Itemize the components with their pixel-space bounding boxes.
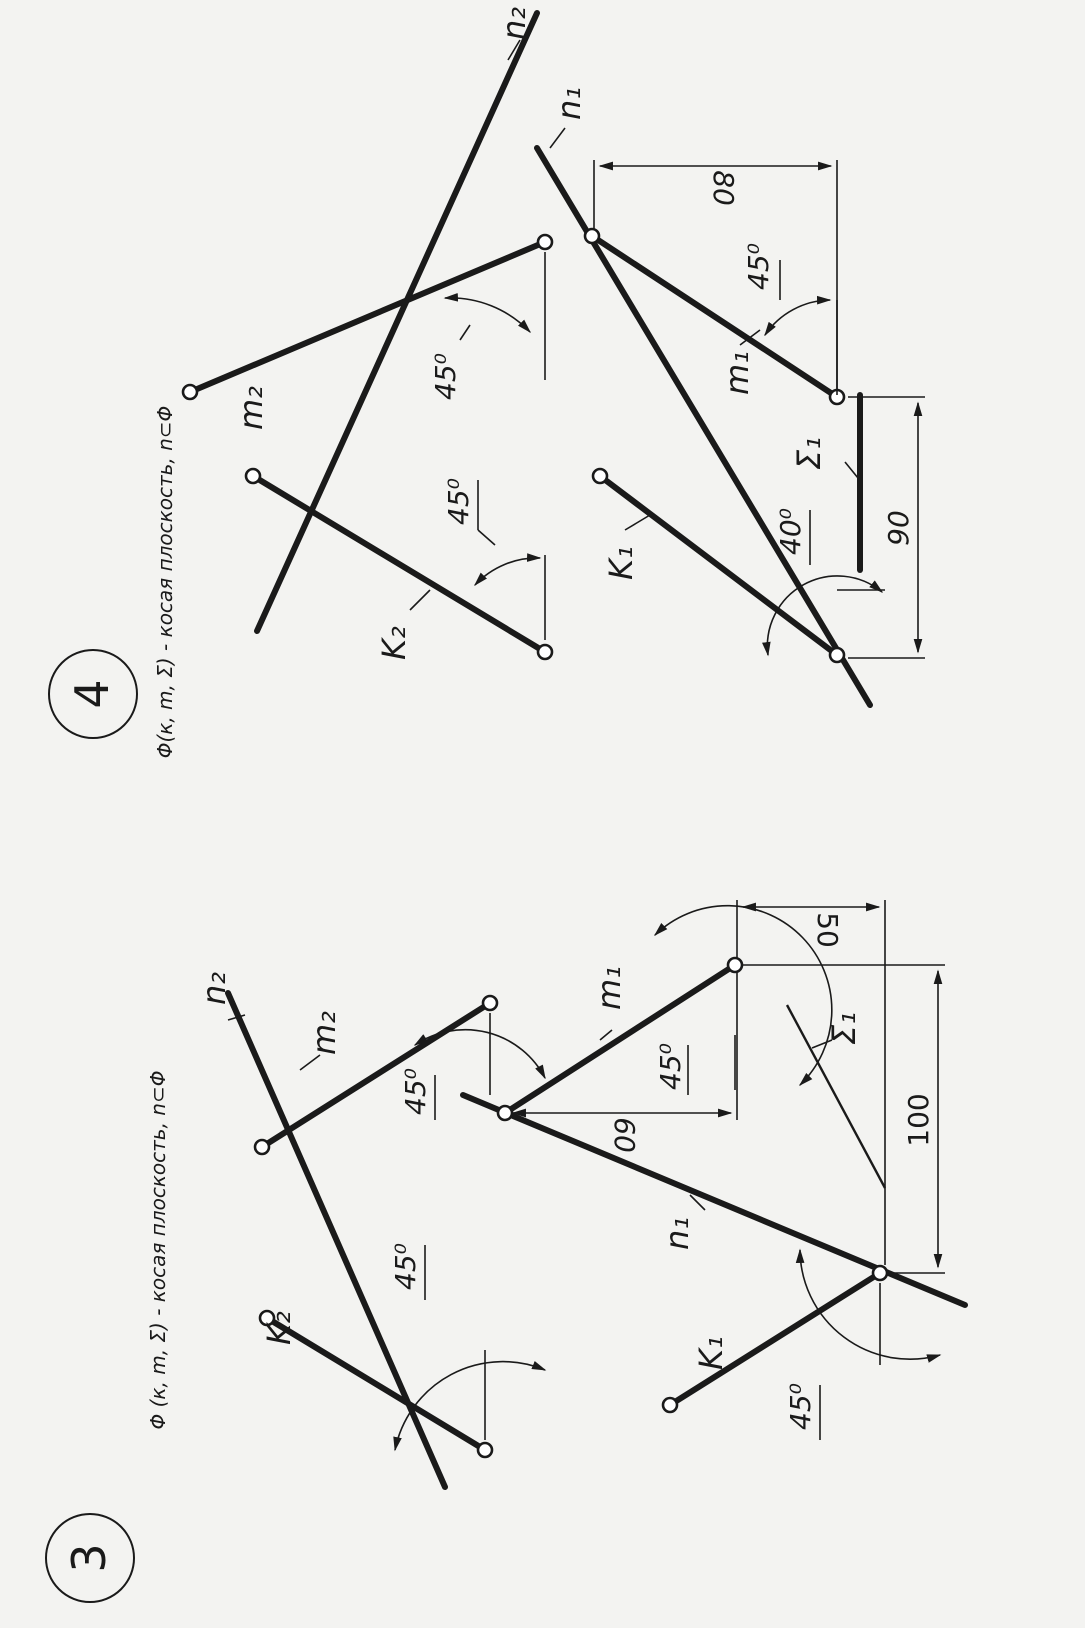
panel-4-number-badge <box>49 650 137 738</box>
point-k1-b <box>830 648 844 662</box>
point-k2-b <box>538 645 552 659</box>
panel-3-number: 3 <box>62 1543 116 1573</box>
label-k2: K₂ <box>375 626 413 660</box>
line-k2 <box>253 476 545 652</box>
label-m2: m₂ <box>232 386 270 430</box>
label-m1: m₁ <box>590 966 628 1010</box>
label-k2: K₂ <box>260 1311 298 1345</box>
label-n1: n₁ <box>550 86 588 120</box>
panel-4-title: Φ(к, m, Σ) - косая плоскость, n⊂Φ <box>153 405 177 759</box>
point-m2-b <box>483 996 497 1010</box>
line-m1 <box>592 236 837 397</box>
point-k1-a <box>593 469 607 483</box>
line-m2 <box>262 1003 490 1147</box>
point-m2-a <box>255 1140 269 1154</box>
panel-3-number-badge <box>46 1514 134 1602</box>
angle-label-n1: 40⁰ <box>774 508 807 555</box>
label-sigma1: Σ₁ <box>790 436 828 470</box>
point-n1-b <box>873 1266 887 1280</box>
angle-label-m2: 45⁰ <box>429 353 462 400</box>
angle-label-k2: 45⁰ <box>442 478 475 525</box>
point-k2-a <box>246 469 260 483</box>
point-k2-b <box>478 1443 492 1457</box>
label-n2: n₂ <box>495 6 533 40</box>
line-m2 <box>190 242 545 392</box>
angle-label-m1: 45⁰ <box>742 243 775 290</box>
point-n1-a <box>498 1106 512 1120</box>
line-n2 <box>257 13 537 631</box>
angle-label-m1: 45⁰ <box>654 1043 687 1090</box>
panel-4 <box>49 7 925 759</box>
line-n2 <box>228 993 445 1487</box>
label-k1: K₁ <box>602 546 640 580</box>
point-n1-top <box>585 229 599 243</box>
panel-3-title: Φ (к, m, Σ) - косая плоскость, n⊂Φ <box>146 1070 170 1430</box>
dim-80: 80 <box>707 170 740 206</box>
panel-4-number: 4 <box>65 679 119 709</box>
label-sigma1: Σ₁ <box>825 1011 863 1045</box>
dim-60: 60 <box>608 1117 641 1153</box>
point-m1-end <box>728 958 742 972</box>
line-k2 <box>267 1318 485 1450</box>
dim-100: 100 <box>902 1093 935 1147</box>
point-k1-end <box>663 1398 677 1412</box>
label-m2: m₂ <box>305 1011 343 1055</box>
panel-3 <box>46 900 965 1602</box>
dim-50: 50 <box>811 912 844 948</box>
angle-label-k1: 45⁰ <box>784 1383 817 1430</box>
angle-label-k2: 45⁰ <box>389 1243 422 1290</box>
label-n1: n₁ <box>658 1216 696 1250</box>
label-n2: n₂ <box>195 971 233 1005</box>
point-m2-b <box>538 235 552 249</box>
point-m2-a <box>183 385 197 399</box>
label-k1: K₁ <box>692 1336 730 1370</box>
angle-label-m2: 45⁰ <box>399 1068 432 1115</box>
label-m1: m₁ <box>718 351 756 395</box>
dim-90: 90 <box>882 510 915 546</box>
